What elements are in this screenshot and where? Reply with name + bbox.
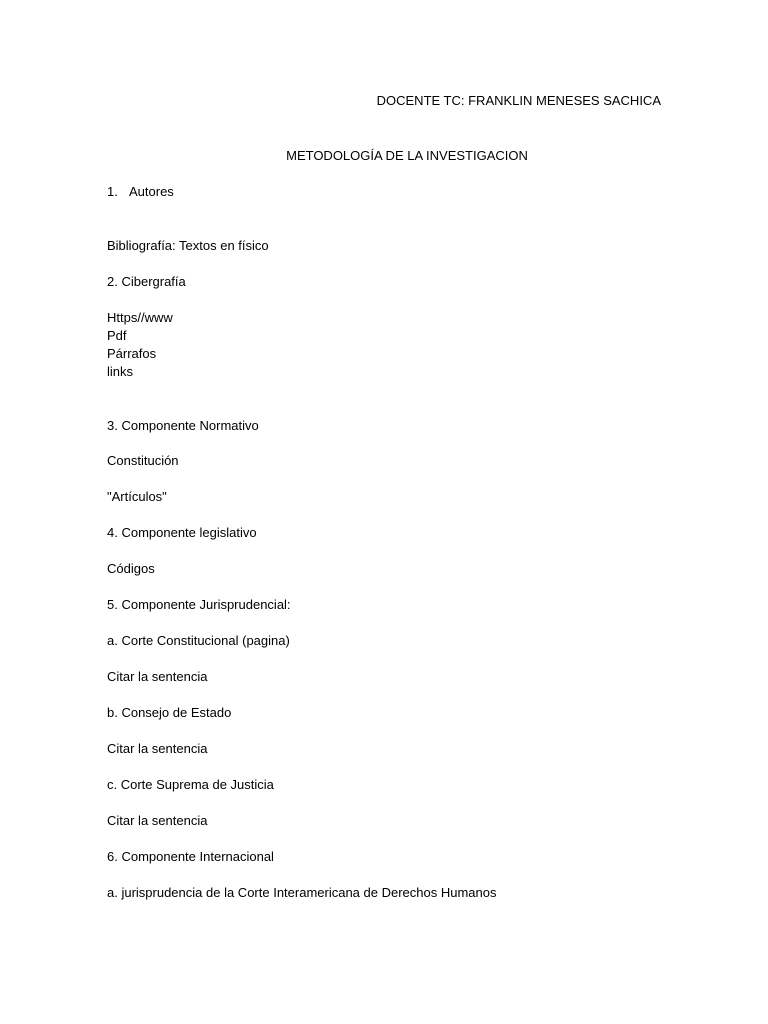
section-componente-jurisprudencial: 5. Componente Jurisprudencial: <box>107 597 291 612</box>
list-item-constitucion: Constitución <box>107 453 179 468</box>
section-componente-normativo: 3. Componente Normativo <box>107 418 259 433</box>
list-item-links: links <box>107 364 134 379</box>
list-item-citar-sentencia-3: Citar la sentencia <box>107 813 208 828</box>
document-title: METODOLOGÍA DE LA INVESTIGACION <box>286 148 528 163</box>
list-item-corte-interamericana: a. jurisprudencia de la Corte Interamericana de Derechos Humanos <box>107 885 497 900</box>
list-item-articulos: "Artículos" <box>107 489 167 504</box>
list-item-citar-sentencia-1: Citar la sentencia <box>107 669 208 684</box>
list-item-parrafos: Párrafos <box>107 346 157 361</box>
section-componente-legislativo: 4. Componente legislativo <box>107 525 257 540</box>
list-item-autores: Autores <box>129 184 174 199</box>
section-cibergrafia: 2. Cibergrafía <box>107 274 186 289</box>
list-number-1: 1. <box>107 184 118 199</box>
list-item-consejo-estado: b. Consejo de Estado <box>107 705 232 720</box>
list-item-corte-constitucional: a. Corte Constitucional (pagina) <box>107 633 290 648</box>
list-item-citar-sentencia-2: Citar la sentencia <box>107 741 208 756</box>
list-item-https: Https//www <box>107 310 173 325</box>
docente-line: DOCENTE TC: FRANKLIN MENESES SACHICA <box>376 93 661 108</box>
section-componente-internacional: 6. Componente Internacional <box>107 849 274 864</box>
list-item-corte-suprema: c. Corte Suprema de Justicia <box>107 777 274 792</box>
bibliografia-line: Bibliografía: Textos en físico <box>107 238 269 253</box>
list-item-pdf: Pdf <box>107 328 127 343</box>
list-item-codigos: Códigos <box>107 561 155 576</box>
